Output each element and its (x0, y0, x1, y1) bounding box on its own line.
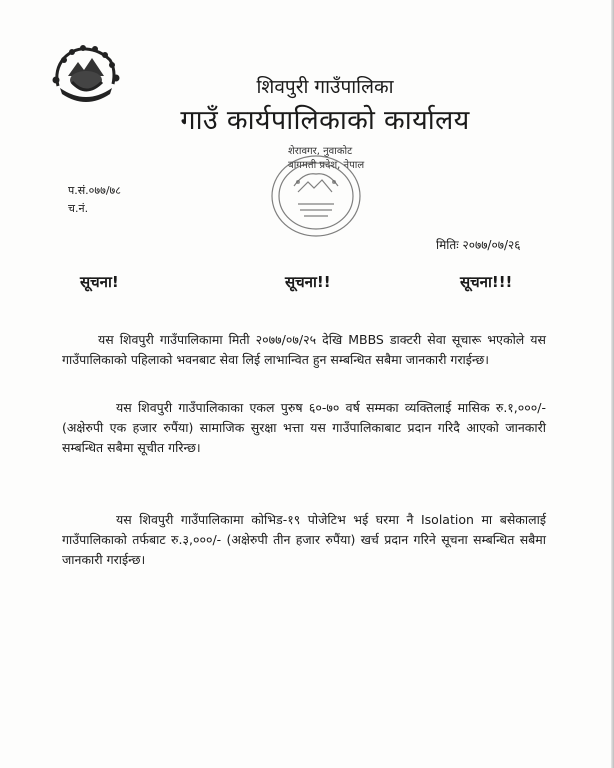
letter-date: मितिः २०७७/०७/२६ (436, 238, 521, 252)
office-name: गाउँ कार्यपालिकाको कार्यालय (180, 105, 470, 136)
reference-number: प.सं.०७७/७८ (68, 184, 121, 197)
notice-heading-1: सूचना! (80, 273, 119, 291)
address-line-2: बागमती प्रदेश, नेपाल (288, 160, 365, 171)
notice-paragraph-1: यस शिवपुरी गाउँपालिकामा मिती २०७७/०७/२५ देखि MBBS डाक्टरी सेवा सूचारू भएकोले यस गाउँपालिकाको पहिलाको भवनबाट सेवा लिई लाभान्वित हुन सम्बन्धित सबैमा जानकारी गराईन्छ। (62, 332, 546, 367)
address-line-1: शेरावगर, नुवाकोट (288, 146, 353, 157)
office-seal-stamp (268, 152, 364, 240)
notice-heading-3: सूचना!!! (460, 273, 513, 291)
organization-name: शिवपुरी गाउँपालिका (256, 76, 394, 98)
dispatch-number: च.नं. (68, 202, 89, 215)
notice-paragraph-3: यस शिवपुरी गाउँपालिकामा कोभिड-१९ पोजेटिभ भई घरमा नै Isolation मा बसेकालाई गाउँपालिकाको तर्फबाट रु.३,०००/- (अक्षेरुपी तीन हजार रुपैंया) खर्च प्रदान गरिने सूचना सम्बन्धित सबैमा जानकारी गराईन्छ। (62, 512, 546, 567)
notice-paragraph-2: यस शिवपुरी गाउँपालिकाका एकल पुरुष ६०-७० वर्ष सम्मका व्यक्तिलाई मासिक रु.१,०००/- (अक्षेरुपी एक हजार रुपैंया) सामाजिक सुरक्षा भत्ता यस गाउँपालिकाबाट प्रदान गरिदै आएको जानकारी सम्बन्धित सबैमा सूचीत गरिन्छ। (62, 400, 546, 455)
notice-heading-2: सूचना!! (285, 273, 331, 291)
